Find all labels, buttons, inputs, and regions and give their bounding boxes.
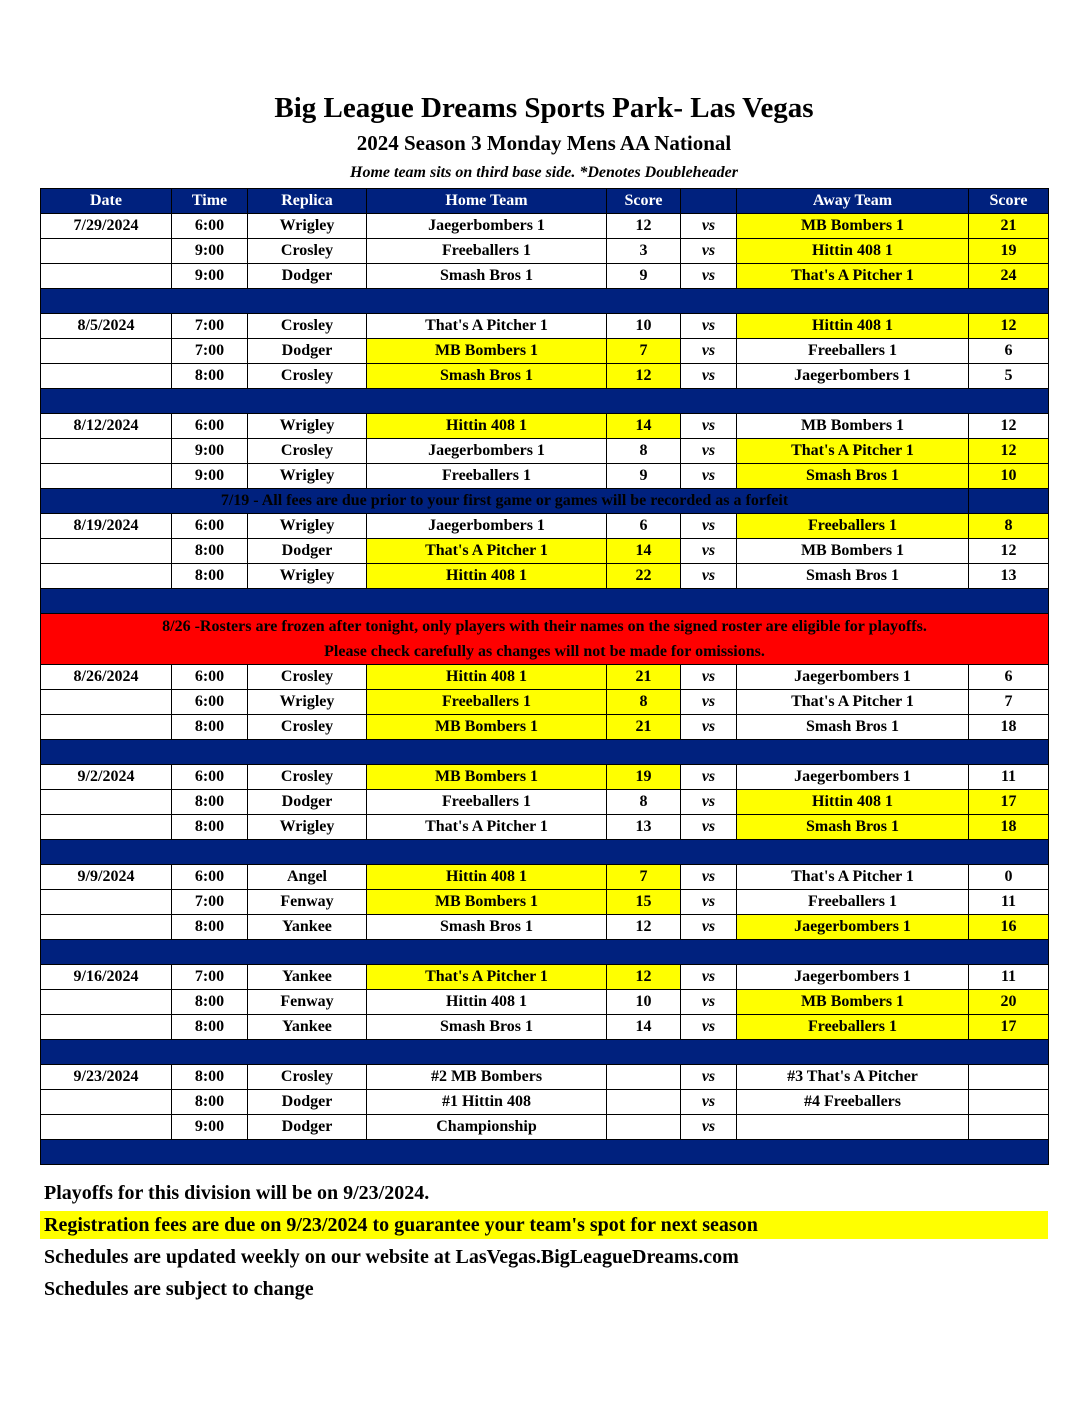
separator-bar — [41, 940, 1049, 965]
home-team-cell: That's A Pitcher 1 — [367, 539, 607, 564]
away-score-cell: 10 — [969, 464, 1049, 489]
away-score-cell: 12 — [969, 414, 1049, 439]
col-header-home-score: Score — [607, 189, 681, 214]
page-subtitle: 2024 Season 3 Monday Mens AA National — [356, 131, 732, 155]
home-team-cell: Jaegerbombers 1 — [367, 514, 607, 539]
date-cell: 9/9/2024 — [41, 865, 172, 890]
time-cell: 7:00 — [172, 339, 248, 364]
home-team-cell: Freeballers 1 — [367, 239, 607, 264]
away-score-cell: 0 — [969, 865, 1049, 890]
replica-cell: Wrigley — [248, 564, 367, 589]
time-cell: 8:00 — [172, 564, 248, 589]
away-score-cell: 16 — [969, 915, 1049, 940]
vs-cell: vs — [681, 865, 737, 890]
home-score-cell: 6 — [607, 514, 681, 539]
home-team-cell: Hittin 408 1 — [367, 865, 607, 890]
date-cell — [41, 1090, 172, 1115]
separator-row — [41, 589, 1049, 614]
home-team-cell: Jaegerbombers 1 — [367, 214, 607, 239]
vs-cell: vs — [681, 1090, 737, 1115]
time-cell: 7:00 — [172, 314, 248, 339]
home-team-cell: Hittin 408 1 — [367, 564, 607, 589]
fees-notice-row — [41, 489, 1049, 514]
separator-bar — [41, 289, 1049, 314]
time-cell: 8:00 — [172, 915, 248, 940]
home-team-cell: Smash Bros 1 — [367, 364, 607, 389]
home-team-cell: MB Bombers 1 — [367, 339, 607, 364]
date-cell — [41, 690, 172, 715]
game-row — [41, 890, 1049, 915]
away-score-cell — [969, 1115, 1049, 1140]
vs-cell: vs — [681, 915, 737, 940]
game-row — [41, 564, 1049, 589]
away-score-cell: 20 — [969, 990, 1049, 1015]
away-team-cell: MB Bombers 1 — [737, 214, 969, 239]
separator-row — [41, 840, 1049, 865]
rosters-frozen-notice-line: 8/26 -Rosters are frozen after tonight, only players with their names on the signed roster are eligible for playoffs. — [162, 618, 927, 635]
date-cell — [41, 1115, 172, 1140]
home-score-cell: 8 — [607, 439, 681, 464]
vs-cell: vs — [681, 690, 737, 715]
date-cell: 9/23/2024 — [41, 1065, 172, 1090]
time-cell: 9:00 — [172, 464, 248, 489]
away-score-cell: 11 — [969, 890, 1049, 915]
game-row — [41, 439, 1049, 464]
time-cell: 9:00 — [172, 439, 248, 464]
home-team-cell: Championship — [367, 1115, 607, 1140]
replica-cell: Wrigley — [248, 464, 367, 489]
game-row — [41, 264, 1049, 289]
home-team-note: Home team sits on third base side. *Denotes Doubleheader — [350, 164, 738, 181]
vs-cell: vs — [681, 339, 737, 364]
away-score-cell: 19 — [969, 239, 1049, 264]
home-score-cell: 12 — [607, 965, 681, 990]
time-cell: 8:00 — [172, 364, 248, 389]
time-cell: 8:00 — [172, 1090, 248, 1115]
date-cell — [41, 539, 172, 564]
game-row — [41, 1090, 1049, 1115]
home-score-cell: 8 — [607, 790, 681, 815]
away-team-cell: #3 That's A Pitcher — [737, 1065, 969, 1090]
date-cell — [41, 890, 172, 915]
away-score-cell: 12 — [969, 439, 1049, 464]
home-score-cell — [607, 1115, 681, 1140]
time-cell: 8:00 — [172, 715, 248, 740]
home-team-cell: Freeballers 1 — [367, 690, 607, 715]
date-cell — [41, 464, 172, 489]
home-score-cell: 12 — [607, 915, 681, 940]
game-row — [41, 514, 1049, 539]
away-team-cell: Smash Bros 1 — [737, 815, 969, 840]
away-score-cell — [969, 1065, 1049, 1090]
home-team-cell: Smash Bros 1 — [367, 1015, 607, 1040]
home-score-cell: 14 — [607, 414, 681, 439]
away-team-cell: Jaegerbombers 1 — [737, 915, 969, 940]
date-cell: 8/19/2024 — [41, 514, 172, 539]
separator-row — [41, 940, 1049, 965]
date-cell — [41, 790, 172, 815]
replica-cell: Yankee — [248, 915, 367, 940]
footer-notes — [40, 1179, 1048, 1303]
time-cell: 6:00 — [172, 414, 248, 439]
date-cell — [41, 264, 172, 289]
replica-cell: Fenway — [248, 990, 367, 1015]
col-header-time: Time — [172, 189, 248, 214]
home-team-cell: Smash Bros 1 — [367, 264, 607, 289]
time-cell: 8:00 — [172, 790, 248, 815]
vs-cell: vs — [681, 990, 737, 1015]
home-score-cell: 14 — [607, 539, 681, 564]
replica-cell: Crosley — [248, 1065, 367, 1090]
time-cell: 6:00 — [172, 690, 248, 715]
home-score-cell: 12 — [607, 214, 681, 239]
home-team-cell: Hittin 408 1 — [367, 414, 607, 439]
time-cell: 8:00 — [172, 990, 248, 1015]
game-row — [41, 539, 1049, 564]
game-row — [41, 414, 1049, 439]
registration-fees-note: Registration fees are due on 9/23/2024 to guarantee your team's spot for next season — [40, 1211, 1048, 1239]
home-score-cell: 3 — [607, 239, 681, 264]
away-team-cell: That's A Pitcher 1 — [737, 439, 969, 464]
vs-cell: vs — [681, 790, 737, 815]
replica-cell: Dodger — [248, 264, 367, 289]
replica-cell: Dodger — [248, 539, 367, 564]
vs-cell: vs — [681, 815, 737, 840]
vs-cell: vs — [681, 1015, 737, 1040]
home-team-cell: Hittin 408 1 — [367, 990, 607, 1015]
away-score-cell: 8 — [969, 514, 1049, 539]
vs-cell: vs — [681, 264, 737, 289]
home-team-cell: That's A Pitcher 1 — [367, 965, 607, 990]
away-team-cell: Smash Bros 1 — [737, 564, 969, 589]
away-team-cell — [737, 1115, 969, 1140]
away-score-cell: 13 — [969, 564, 1049, 589]
game-row — [41, 1115, 1049, 1140]
away-team-cell: That's A Pitcher 1 — [737, 264, 969, 289]
away-score-cell — [969, 1090, 1049, 1115]
time-cell: 6:00 — [172, 765, 248, 790]
replica-cell: Wrigley — [248, 815, 367, 840]
game-row — [41, 815, 1049, 840]
time-cell: 9:00 — [172, 264, 248, 289]
vs-cell: vs — [681, 665, 737, 690]
game-row — [41, 665, 1049, 690]
col-header-home-team: Home Team — [367, 189, 607, 214]
home-score-cell: 19 — [607, 765, 681, 790]
separator-row — [41, 740, 1049, 765]
away-score-cell: 11 — [969, 765, 1049, 790]
rosters-frozen-notice-line: Please check carefully as changes will not be made for omissions. — [324, 643, 765, 660]
time-cell: 9:00 — [172, 1115, 248, 1140]
home-score-cell: 12 — [607, 364, 681, 389]
away-score-cell: 12 — [969, 539, 1049, 564]
date-cell — [41, 1015, 172, 1040]
away-team-cell: Jaegerbombers 1 — [737, 665, 969, 690]
away-score-cell: 5 — [969, 364, 1049, 389]
game-row — [41, 464, 1049, 489]
replica-cell: Dodger — [248, 1115, 367, 1140]
time-cell: 8:00 — [172, 815, 248, 840]
vs-cell: vs — [681, 314, 737, 339]
vs-cell: vs — [681, 890, 737, 915]
home-team-cell: MB Bombers 1 — [367, 765, 607, 790]
away-score-cell: 21 — [969, 214, 1049, 239]
away-team-cell: Freeballers 1 — [737, 514, 969, 539]
game-row — [41, 690, 1049, 715]
home-score-cell: 10 — [607, 314, 681, 339]
time-cell: 6:00 — [172, 665, 248, 690]
home-score-cell — [607, 1065, 681, 1090]
game-row — [41, 1015, 1049, 1040]
replica-cell: Yankee — [248, 965, 367, 990]
date-cell — [41, 239, 172, 264]
home-team-cell: MB Bombers 1 — [367, 890, 607, 915]
time-cell: 6:00 — [172, 214, 248, 239]
date-cell — [41, 990, 172, 1015]
time-cell: 8:00 — [172, 1015, 248, 1040]
replica-cell: Crosley — [248, 715, 367, 740]
away-team-cell: Hittin 408 1 — [737, 790, 969, 815]
separator-row — [41, 289, 1049, 314]
replica-cell: Fenway — [248, 890, 367, 915]
home-score-cell: 7 — [607, 339, 681, 364]
date-cell: 9/2/2024 — [41, 765, 172, 790]
separator-bar — [41, 740, 1049, 765]
home-score-cell: 9 — [607, 464, 681, 489]
date-cell — [41, 439, 172, 464]
away-score-cell: 18 — [969, 715, 1049, 740]
date-cell — [41, 915, 172, 940]
subject-to-change-note: Schedules are subject to change — [44, 1278, 314, 1300]
separator-row — [41, 389, 1049, 414]
replica-cell: Angel — [248, 865, 367, 890]
home-team-cell: That's A Pitcher 1 — [367, 314, 607, 339]
separator-row — [41, 1040, 1049, 1065]
away-team-cell: That's A Pitcher 1 — [737, 865, 969, 890]
home-team-cell: #2 MB Bombers — [367, 1065, 607, 1090]
date-cell: 7/29/2024 — [41, 214, 172, 239]
playoffs-note: Playoffs for this division will be on 9/23/2024. — [44, 1182, 430, 1204]
separator-bar — [41, 1140, 1049, 1165]
home-team-cell: #1 Hittin 408 — [367, 1090, 607, 1115]
away-score-cell: 17 — [969, 790, 1049, 815]
vs-cell: vs — [681, 539, 737, 564]
away-team-cell: Smash Bros 1 — [737, 715, 969, 740]
website-note: Schedules are updated weekly on our website at LasVegas.BigLeagueDreams.com — [44, 1246, 739, 1268]
home-team-cell: Smash Bros 1 — [367, 915, 607, 940]
home-score-cell — [607, 1090, 681, 1115]
away-team-cell: MB Bombers 1 — [737, 414, 969, 439]
col-header-away-score: Score — [969, 189, 1049, 214]
rosters-frozen-notice-row — [41, 614, 1049, 665]
rosters-frozen-notice — [41, 614, 1049, 665]
home-score-cell: 8 — [607, 690, 681, 715]
schedule-table — [40, 188, 1049, 1165]
replica-cell: Yankee — [248, 1015, 367, 1040]
home-score-cell: 21 — [607, 715, 681, 740]
home-score-cell: 21 — [607, 665, 681, 690]
game-row — [41, 314, 1049, 339]
away-score-cell: 7 — [969, 690, 1049, 715]
vs-cell: vs — [681, 965, 737, 990]
away-team-cell: MB Bombers 1 — [737, 990, 969, 1015]
replica-cell: Crosley — [248, 239, 367, 264]
vs-cell: vs — [681, 239, 737, 264]
game-row — [41, 715, 1049, 740]
away-team-cell: Jaegerbombers 1 — [737, 965, 969, 990]
away-team-cell: Smash Bros 1 — [737, 464, 969, 489]
col-header-date: Date — [41, 189, 172, 214]
col-header-replica: Replica — [248, 189, 367, 214]
away-score-cell: 6 — [969, 339, 1049, 364]
vs-cell: vs — [681, 765, 737, 790]
date-cell: 8/5/2024 — [41, 314, 172, 339]
game-row — [41, 765, 1049, 790]
replica-cell: Dodger — [248, 790, 367, 815]
date-cell — [41, 364, 172, 389]
game-row — [41, 364, 1049, 389]
away-team-cell: #4 Freeballers — [737, 1090, 969, 1115]
date-cell: 8/12/2024 — [41, 414, 172, 439]
replica-cell: Crosley — [248, 765, 367, 790]
home-team-cell: Hittin 408 1 — [367, 665, 607, 690]
home-team-cell: Freeballers 1 — [367, 790, 607, 815]
away-score-cell: 17 — [969, 1015, 1049, 1040]
separator-bar — [41, 1040, 1049, 1065]
away-team-cell: Hittin 408 1 — [737, 239, 969, 264]
game-row — [41, 239, 1049, 264]
replica-cell: Dodger — [248, 339, 367, 364]
vs-cell: vs — [681, 715, 737, 740]
game-row — [41, 339, 1049, 364]
date-cell — [41, 564, 172, 589]
date-cell: 9/16/2024 — [41, 965, 172, 990]
game-row — [41, 865, 1049, 890]
away-team-cell: MB Bombers 1 — [737, 539, 969, 564]
header-row — [41, 189, 1049, 214]
replica-cell: Wrigley — [248, 514, 367, 539]
away-score-cell: 11 — [969, 965, 1049, 990]
away-score-cell: 18 — [969, 815, 1049, 840]
vs-cell: vs — [681, 414, 737, 439]
separator-bar — [969, 489, 1049, 514]
home-score-cell: 10 — [607, 990, 681, 1015]
vs-cell: vs — [681, 364, 737, 389]
date-cell: 8/26/2024 — [41, 665, 172, 690]
vs-cell: vs — [681, 564, 737, 589]
page-title: Big League Dreams Sports Park- Las Vegas — [274, 92, 814, 124]
away-team-cell: Hittin 408 1 — [737, 314, 969, 339]
separator-row — [41, 1140, 1049, 1165]
home-team-cell: Freeballers 1 — [367, 464, 607, 489]
away-team-cell: Freeballers 1 — [737, 339, 969, 364]
game-row — [41, 214, 1049, 239]
separator-bar — [41, 840, 1049, 865]
game-row — [41, 790, 1049, 815]
vs-cell: vs — [681, 464, 737, 489]
home-score-cell: 14 — [607, 1015, 681, 1040]
home-score-cell: 15 — [607, 890, 681, 915]
col-header-vs — [681, 189, 737, 214]
vs-cell: vs — [681, 439, 737, 464]
home-team-cell: That's A Pitcher 1 — [367, 815, 607, 840]
home-team-cell: Jaegerbombers 1 — [367, 439, 607, 464]
away-team-cell: Freeballers 1 — [737, 890, 969, 915]
time-cell: 6:00 — [172, 865, 248, 890]
away-score-cell: 12 — [969, 314, 1049, 339]
time-cell: 6:00 — [172, 514, 248, 539]
separator-bar — [41, 589, 1049, 614]
time-cell: 8:00 — [172, 1065, 248, 1090]
fees-notice-text: 7/19 - All fees are due prior to your first game or games will be recorded as a forfeit — [41, 489, 969, 514]
home-score-cell: 7 — [607, 865, 681, 890]
game-row — [41, 990, 1049, 1015]
col-header-away-team: Away Team — [737, 189, 969, 214]
separator-bar — [41, 389, 1049, 414]
replica-cell: Crosley — [248, 665, 367, 690]
date-cell — [41, 815, 172, 840]
game-row — [41, 915, 1049, 940]
away-team-cell: That's A Pitcher 1 — [737, 690, 969, 715]
replica-cell: Dodger — [248, 1090, 367, 1115]
away-team-cell: Jaegerbombers 1 — [737, 364, 969, 389]
vs-cell: vs — [681, 1115, 737, 1140]
replica-cell: Crosley — [248, 439, 367, 464]
time-cell: 9:00 — [172, 239, 248, 264]
date-cell — [41, 339, 172, 364]
game-row — [41, 1065, 1049, 1090]
game-row — [41, 965, 1049, 990]
away-score-cell: 24 — [969, 264, 1049, 289]
replica-cell: Crosley — [248, 314, 367, 339]
away-score-cell: 6 — [969, 665, 1049, 690]
away-team-cell: Freeballers 1 — [737, 1015, 969, 1040]
schedule-page — [40, 0, 1048, 1303]
replica-cell: Wrigley — [248, 214, 367, 239]
home-team-cell: MB Bombers 1 — [367, 715, 607, 740]
replica-cell: Wrigley — [248, 414, 367, 439]
away-team-cell: Jaegerbombers 1 — [737, 765, 969, 790]
date-cell — [41, 715, 172, 740]
vs-cell: vs — [681, 214, 737, 239]
time-cell: 8:00 — [172, 539, 248, 564]
replica-cell: Wrigley — [248, 690, 367, 715]
replica-cell: Crosley — [248, 364, 367, 389]
home-score-cell: 22 — [607, 564, 681, 589]
vs-cell: vs — [681, 1065, 737, 1090]
time-cell: 7:00 — [172, 890, 248, 915]
time-cell: 7:00 — [172, 965, 248, 990]
vs-cell: vs — [681, 514, 737, 539]
home-score-cell: 9 — [607, 264, 681, 289]
home-score-cell: 13 — [607, 815, 681, 840]
